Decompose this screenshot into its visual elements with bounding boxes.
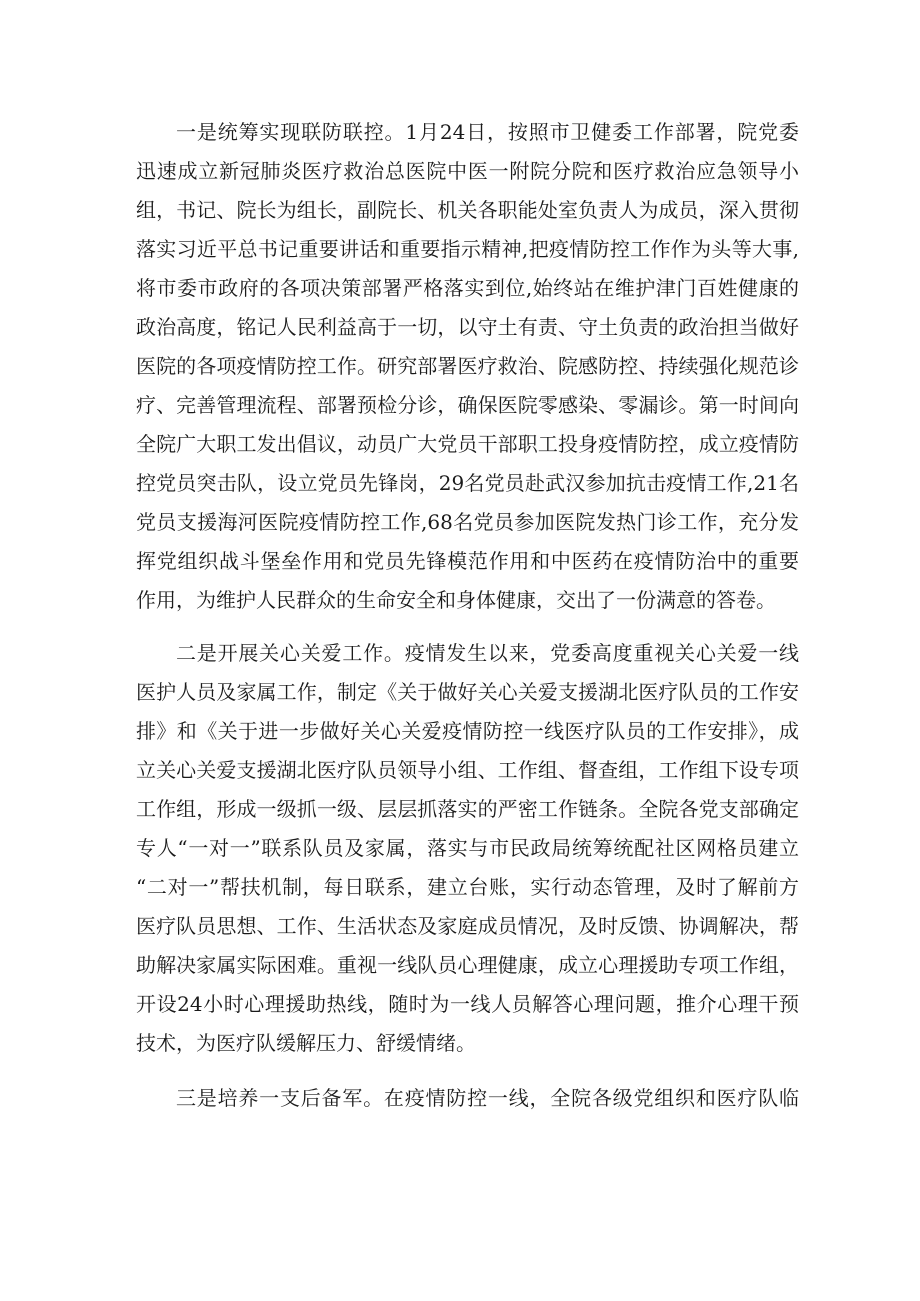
text-line: 工作组，形成一级抓一级、层层抓落实的严密工作链条。全院各党支部确定: [136, 797, 799, 821]
text-line: 政治高度，铭记人民利益高于一切，以守土有责、守土负责的政治担当做好: [136, 315, 799, 339]
text-line: 医疗队员思想、工作、生活状态及家庭成员情况，及时反馈、协调解决，帮: [136, 914, 799, 938]
text-line: 三是培养一支后备军。在疫情防控一线，全院各级党组织和医疗队临: [176, 1086, 799, 1110]
text-line: 全院广大职工发出倡议，动员广大党员干部职工投身疫情防控，成立疫情防: [136, 432, 799, 456]
text-line: 控党员突击队，设立党员先锋岗，29名党员赴武汉参加抗击疫情工作,21名: [136, 471, 799, 495]
text-line: 助解决家属实际困难。重视一线队员心理健康，成立心理援助专项工作组，: [136, 953, 799, 977]
text-line: 疗、完善管理流程、部署预检分诊，确保医院零感染、零漏诊。第一时间向: [136, 393, 799, 417]
text-line: 将市委市政府的各项决策部署严格落实到位,始终站在维护津门百姓健康的: [136, 276, 799, 300]
text-line: 二是开展关心关爱工作。疫情发生以来，党委高度重视关心关爱一线: [176, 641, 799, 665]
text-line: 技术，为医疗队缓解压力、舒缓情绪。: [136, 1031, 476, 1055]
text-line: 排》和《关于进一步做好关心关爱疫情防控一线医疗队员的工作安排》，成: [136, 719, 799, 743]
text-line: 落实习近平总书记重要讲话和重要指示精神,把疫情防控工作作为头等大事,: [136, 237, 799, 261]
text-line: 作用，为维护人民群众的生命安全和身体健康，交出了一份满意的答卷。: [136, 588, 776, 612]
text-line: “二对一”帮扶机制，每日联系，建立台账，实行动态管理，及时了解前方: [136, 875, 799, 899]
text-line: 组，书记、院长为组长，副院长、机关各职能处室负责人为成员，深入贯彻: [136, 198, 799, 222]
text-line: 医院的各项疫情防控工作。研究部署医疗救治、院感防控、持续强化规范诊: [136, 354, 799, 378]
text-line: 迅速成立新冠肺炎医疗救治总医院中医一附院分院和医疗救治应急领导小: [136, 159, 799, 183]
text-line: 立关心关爱支援湖北医疗队员领导小组、工作组、督查组，工作组下设专项: [136, 758, 799, 782]
text-line: 专人“一对一”联系队员及家属，落实与市民政局统筹统配社区网格员建立: [136, 836, 799, 860]
text-line: 开设24小时心理援助热线，随时为一线人员解答心理问题，推介心理干预: [136, 992, 799, 1016]
text-line: 挥党组织战斗堡垒作用和党员先锋模范作用和中医药在疫情防治中的重要: [136, 549, 799, 573]
text-line: 党员支援海河医院疫情防控工作,68名党员参加医院发热门诊工作，充分发: [136, 510, 799, 534]
text-line: 一是统筹实现联防联控。1月24日，按照市卫健委工作部署，院党委: [176, 120, 799, 144]
text-line: 医护人员及家属工作，制定《关于做好关心关爱支援湖北医疗队员的工作安: [136, 680, 799, 704]
